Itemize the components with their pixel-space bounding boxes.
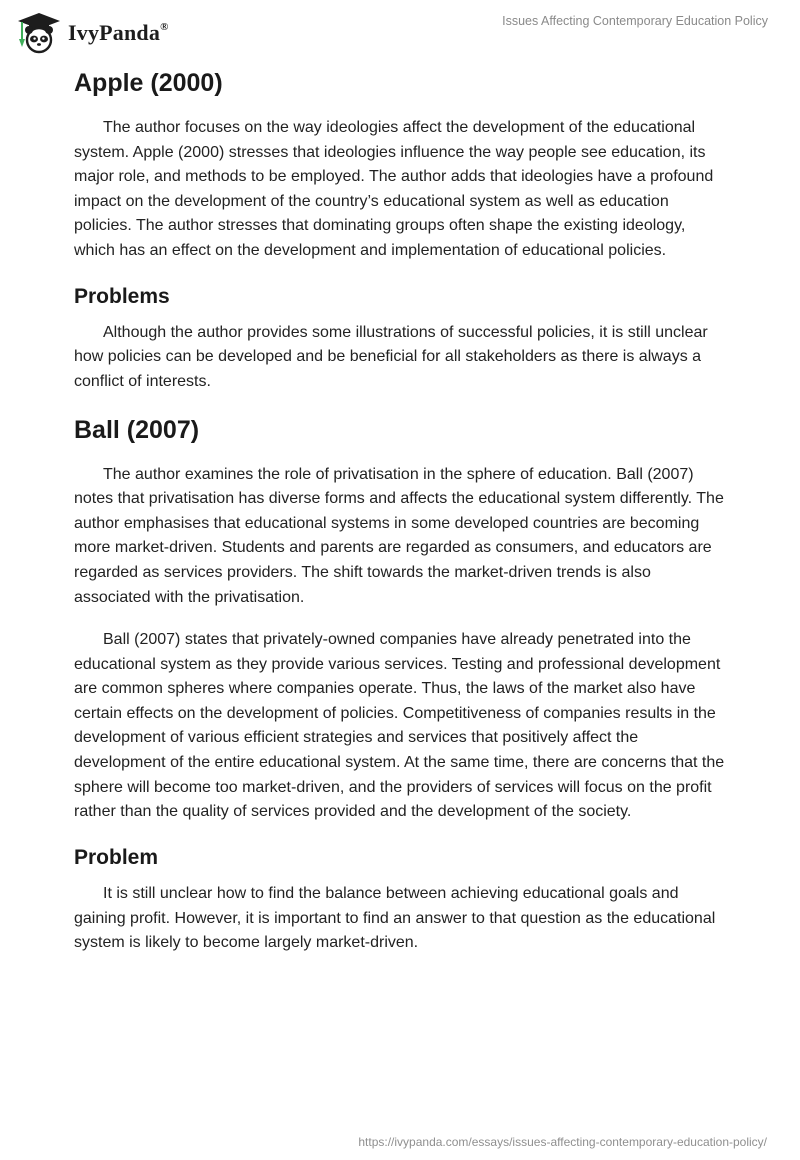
- panda-graduate-icon: [16, 11, 62, 55]
- logo-text: IvyPanda: [68, 20, 161, 45]
- paragraph: Ball (2007) states that privately-owned companies have already penetrated into the educational system as they provide various services. Testing and professional development are common spheres where companies operate. Thus, the laws of the market also have certain effects on the development of policies. Competitiveness of companies results in the development of various efficient strategies and services that positively affect the development of the entire educational system. At the same time, there are concerns that the sphere will become too market-driven, and the providers of services will focus on the profit rather than the quality of services provided and the development of the society.: [74, 631, 725, 821]
- paragraph: The author focuses on the way ideologies affect the development of the educational system. Apple (2000) stresses that ideologies influence the way people see education, its major role, and methods to be employed. The author adds that ideologies have a profound impact on the development of the country’s educational system as well as education policies. The author stresses that dominating groups often shape the existing ideology, which has an effect on the development and implementation of educational policies.: [74, 119, 714, 259]
- section-heading-ball-2007: Ball (2007): [74, 415, 200, 444]
- section-heading-problems: Problems: [74, 284, 170, 308]
- ivypanda-logo[interactable]: [16, 8, 169, 58]
- article-content: [74, 68, 726, 956]
- source-url[interactable]: https://ivypanda.com/essays/issues-affecting-contemporary-education-policy/: [358, 1135, 767, 1149]
- registered-mark: ®: [160, 20, 169, 33]
- page-header: [0, 0, 800, 70]
- paragraph: Although the author provides some illustrations of successful policies, it is still unclear how policies can be developed and be beneficial for all stakeholders as there is always a conflict of interests.: [74, 323, 708, 390]
- section-heading-problem: Problem: [74, 845, 159, 869]
- paragraph: It is still unclear how to find the balance between achieving educational goals and gaining profit. However, it is important to find an answer to that question as the educational system is likely to become largely market-driven.: [74, 885, 716, 952]
- paragraph: The author examines the role of privatisation in the sphere of education. Ball (2007) notes that privatisation has diverse forms and affects the educational system differently. The author emphasises that educational systems in some developed countries are becoming more market-driven. Students and parents are regarded as consumers, and educators are regarded as services providers. The shift towards the market-driven trends is also associated with the privatisation.: [74, 465, 724, 606]
- logo-wordmark: [68, 20, 169, 46]
- running-title: Issues Affecting Contemporary Education Policy: [502, 14, 768, 28]
- section-heading-apple-2000: Apple (2000): [74, 69, 223, 97]
